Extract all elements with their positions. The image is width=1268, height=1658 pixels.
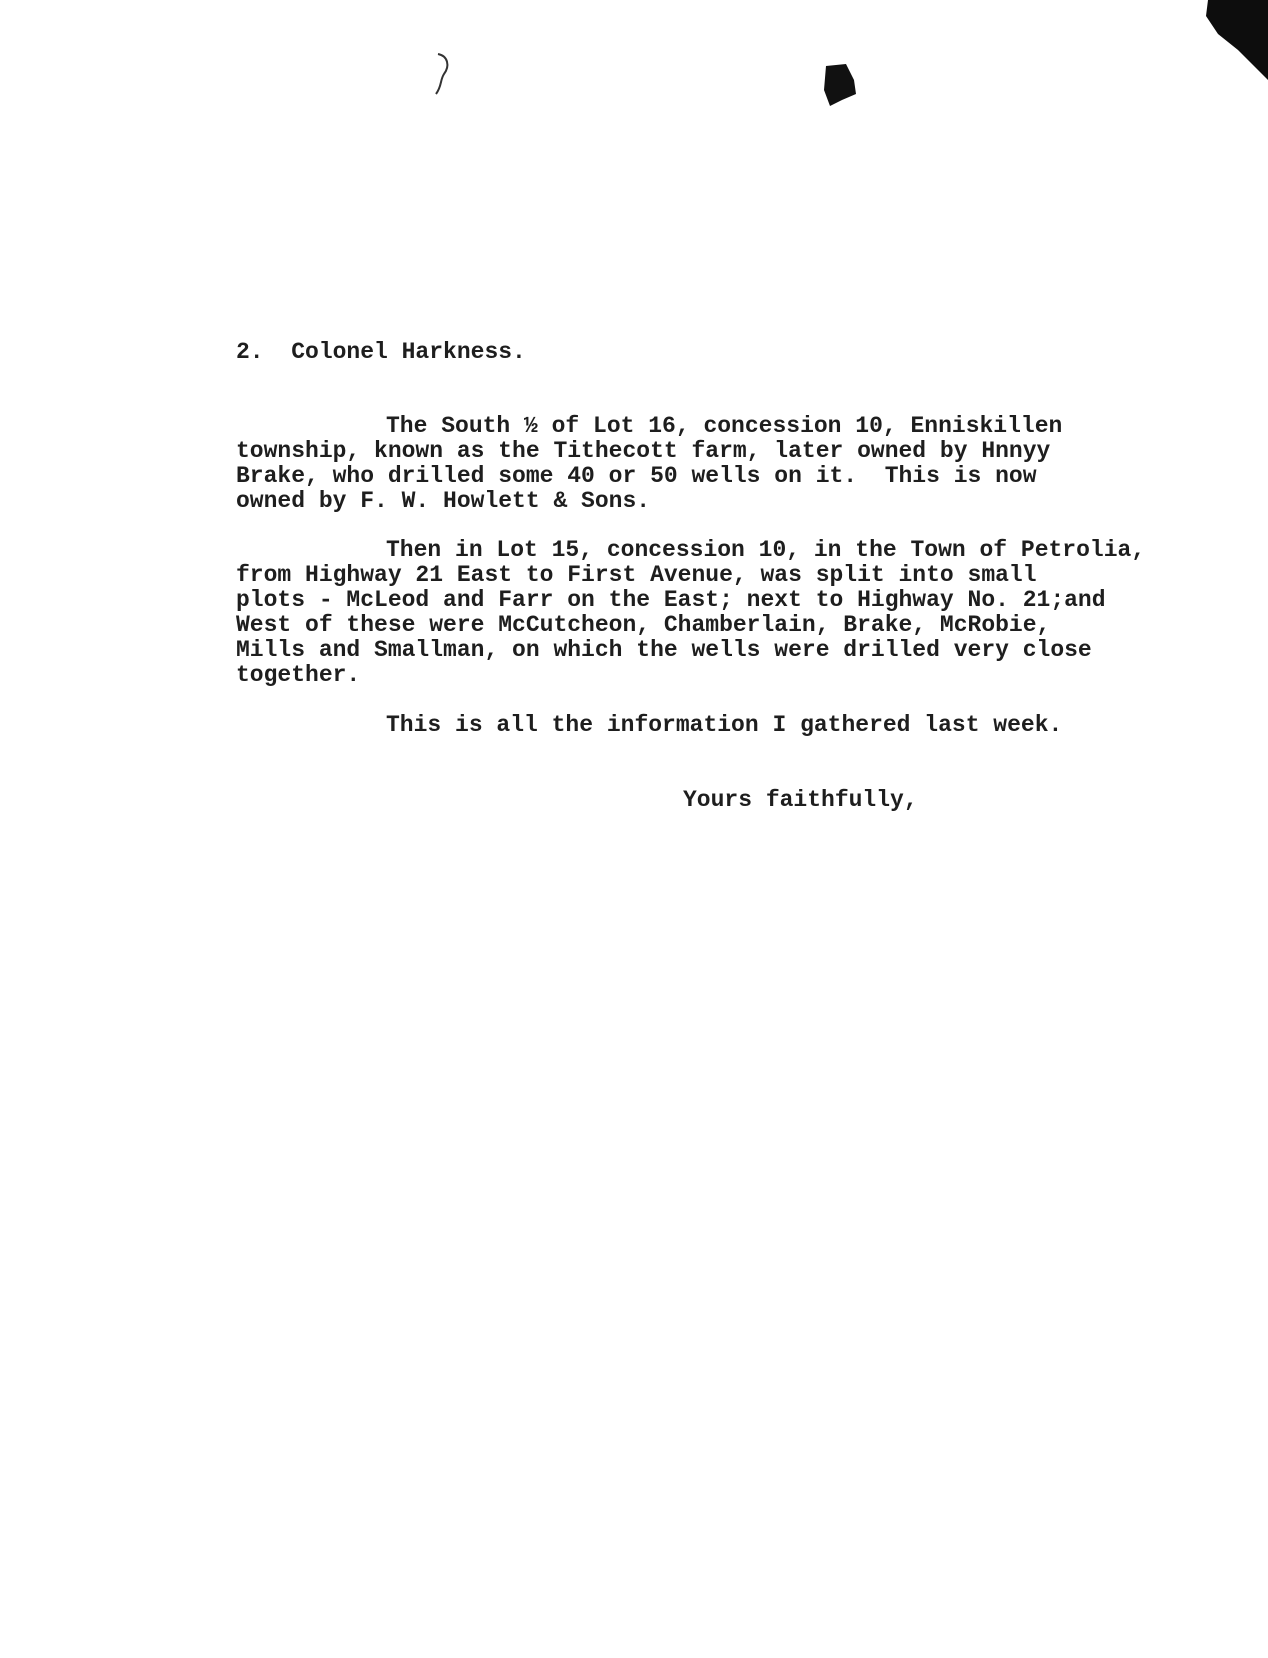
section-heading: 2. Colonel Harkness. xyxy=(236,339,526,365)
paragraph-3: This is all the information I gathered last week. xyxy=(386,712,1063,738)
paragraph-2-line-4: West of these were McCutcheon, Chamberlain, Brake, McRobie, xyxy=(236,612,1051,638)
closing-salutation: Yours faithfully, xyxy=(683,787,918,813)
pen-scribble-mark xyxy=(430,50,460,100)
paragraph-1-line-3: Brake, who drilled some 40 or 50 wells on it. This is now xyxy=(236,463,1037,489)
paragraph-2-line-3: plots - McLeod and Farr on the East; next to Highway No. 21;and xyxy=(236,587,1106,613)
paragraph-2-line-2: from Highway 21 East to First Avenue, was split into small xyxy=(236,562,1037,588)
corner-ink-blot-mark xyxy=(1188,0,1268,100)
paragraph-2-line-5: Mills and Smallman, on which the wells were drilled very close xyxy=(236,637,1092,663)
paragraph-1-line-1: The South ½ of Lot 16, concession 10, Enniskillen xyxy=(386,413,1063,439)
paragraph-1-line-2: township, known as the Tithecott farm, later owned by Hnnyy xyxy=(236,438,1051,464)
paragraph-1-line-4: owned by F. W. Howlett & Sons. xyxy=(236,488,651,514)
paragraph-2-line-1: Then in Lot 15, concession 10, in the Town of Petrolia, xyxy=(386,537,1146,563)
ink-blot-mark xyxy=(820,60,858,108)
paragraph-2-line-6: together. xyxy=(236,662,361,688)
